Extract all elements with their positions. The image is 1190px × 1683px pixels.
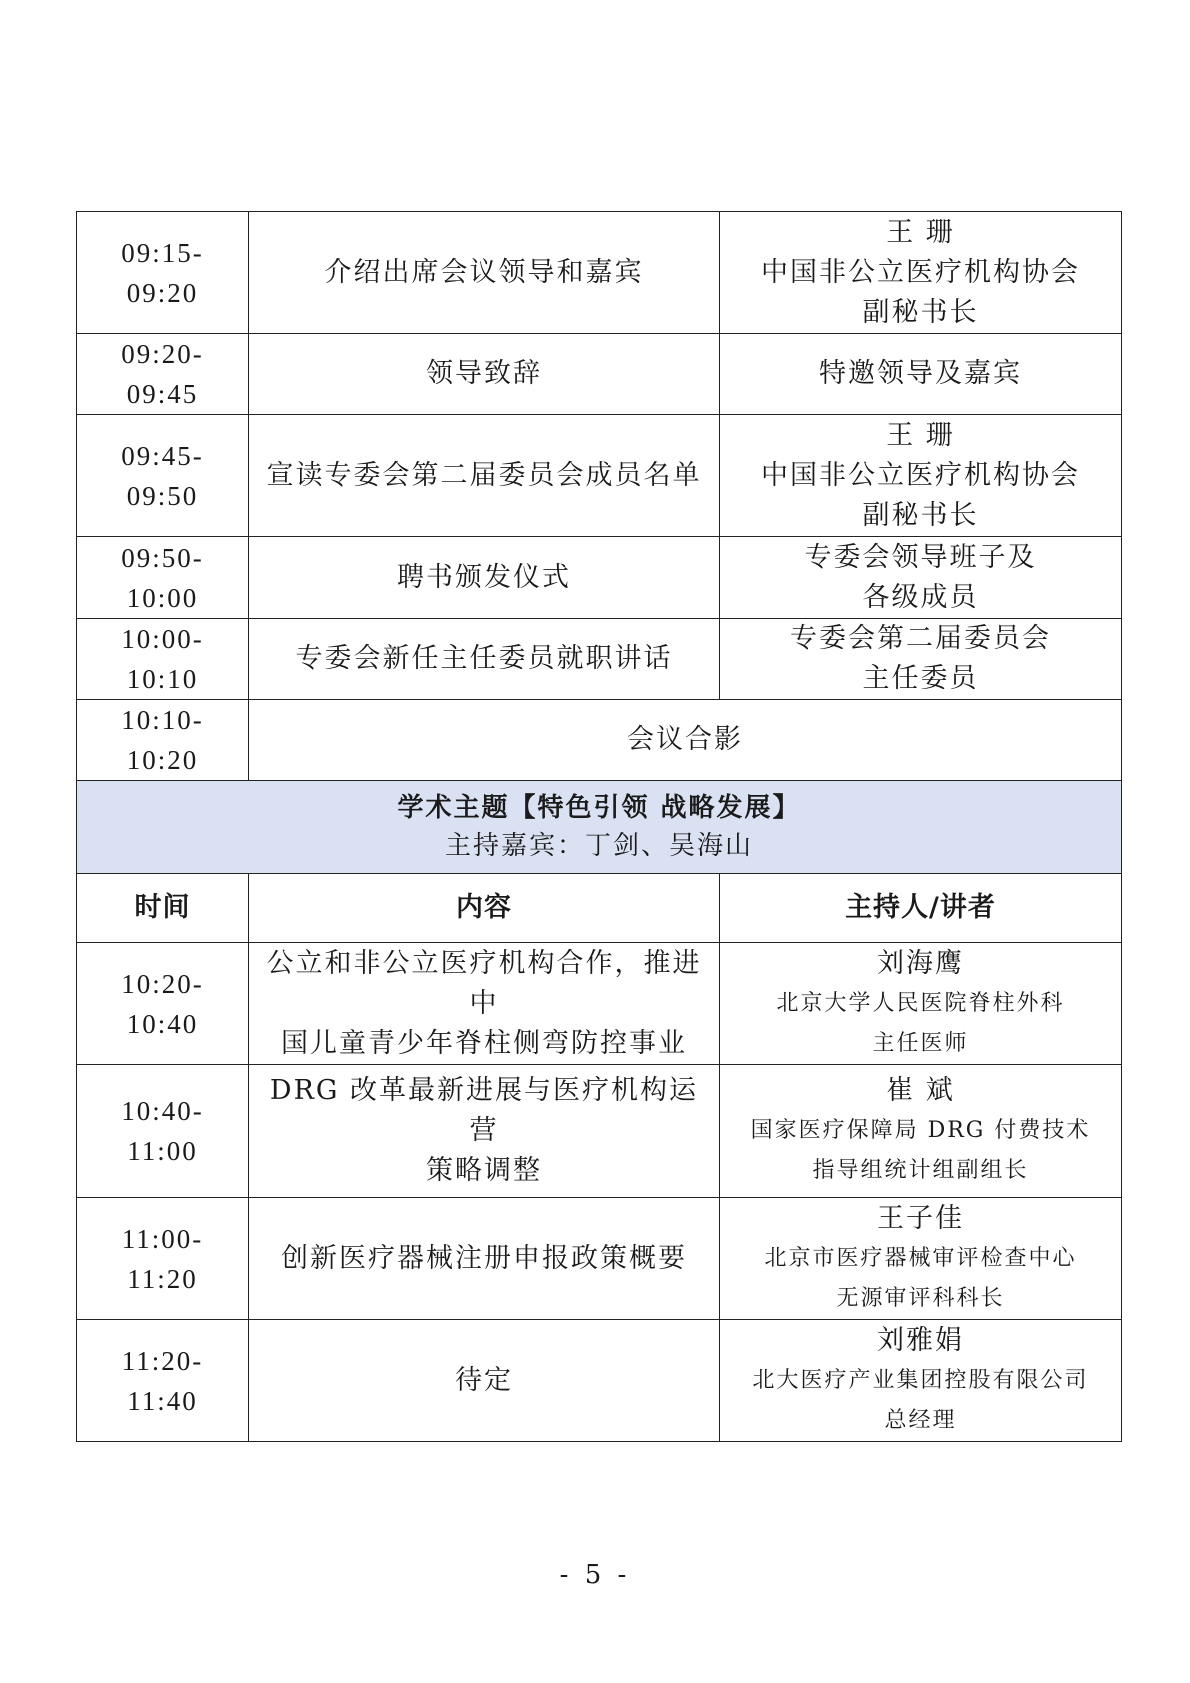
content-cell [249,943,720,1065]
speaker-org: 北京市医疗器械审评检查中心 [764,1245,1077,1271]
time-cell: 09:50-10:00 [77,537,249,619]
column-header-row [77,874,1122,943]
speaker-cell [720,537,1122,619]
speaker-cell [720,212,1122,334]
content-cell [249,1065,720,1198]
content-line: 国儿童青少年脊柱侧弯防控事业 [281,1027,687,1059]
speaker-line: 王 珊 [886,216,955,248]
speaker-line: 专委会第二届委员会 [790,623,1051,654]
column-header-speaker: 主持人/讲者 [720,874,1122,943]
table-row [77,619,1122,700]
section-host: 主持嘉宾：丁剑、吴海山 [444,831,753,861]
speaker-line: 各级成员 [862,581,979,613]
speaker-line: 副秘书长 [862,499,979,531]
table-row [77,415,1122,537]
agenda-table [76,211,1122,1442]
merged-content-cell: 会议合影 [249,700,1122,781]
speaker-cell [720,415,1122,537]
speaker-title: 无源审评科科长 [836,1285,1005,1311]
speaker-line: 特邀领导及嘉宾 [819,358,1022,389]
content-line: 领导致辞 [426,358,542,389]
content-cell [249,1198,720,1320]
time-cell: 09:45-09:50 [77,415,249,537]
speaker-line: 专委会领导班子及 [804,541,1037,573]
speaker-cell [720,619,1122,700]
table-row [77,700,1122,781]
table-row [77,212,1122,334]
speaker-name: 崔 斌 [886,1075,955,1106]
table-row [77,334,1122,415]
time-cell: 10:10-10:20 [77,700,249,781]
time-cell: 11:20-11:40 [77,1320,249,1442]
content-cell [249,1320,720,1442]
time-cell: 10:40-11:00 [77,1065,249,1198]
speaker-cell [720,1198,1122,1320]
content-cell [249,537,720,619]
speaker-title: 指导组统计组副组长 [812,1158,1029,1183]
time-cell: 10:00-10:10 [77,619,249,700]
speaker-title: 主任医师 [872,1030,969,1056]
speaker-line: 中国非公立医疗机构协会 [761,459,1080,491]
table-row [77,1320,1122,1442]
time-cell: 11:00-11:20 [77,1198,249,1320]
content-cell [249,415,720,537]
speaker-title: 总经理 [884,1407,957,1433]
table-row [77,943,1122,1065]
section-header-cell [77,781,1122,874]
content-line: DRG 改革最新进展与医疗机构运营 [269,1075,699,1146]
speaker-name: 王子佳 [877,1202,964,1234]
content-cell [249,334,720,415]
content-line: 创新医疗器械注册申报政策概要 [281,1242,687,1274]
time-cell: 09:20-09:45 [77,334,249,415]
speaker-org: 国家医疗保障局 DRG 付费技术 [750,1118,1091,1143]
section-title: 学术主题【特色引领 战略发展】 [397,793,801,823]
speaker-org: 北大医疗产业集团控股有限公司 [752,1367,1089,1393]
section-header-row [77,781,1122,874]
table-row [77,1198,1122,1320]
content-line: 专委会新任主任委员就职讲话 [295,643,673,674]
content-cell [249,619,720,700]
page-number: - 5 - [559,1560,631,1590]
speaker-cell [720,1065,1122,1198]
content-line: 聘书颁发仪式 [397,561,571,593]
content-line: 公立和非公立医疗机构合作，推进中 [266,947,702,1019]
content-cell [249,212,720,334]
speaker-cell [720,943,1122,1065]
table-row [77,1065,1122,1198]
column-header-time: 时间 [77,874,249,943]
speaker-cell [720,1320,1122,1442]
column-header-content: 内容 [249,874,720,943]
time-cell: 09:15-09:20 [77,212,249,334]
content-line: 介绍出席会议领导和嘉宾 [324,256,644,288]
content-line: 策略调整 [426,1155,542,1186]
speaker-name: 刘雅娟 [877,1324,964,1356]
content-line: 宣读专委会第二届委员会成员名单 [266,459,702,491]
speaker-line: 王 珊 [886,419,955,451]
speaker-line: 主任委员 [862,663,979,694]
speaker-org: 北京大学人民医院脊柱外科 [776,990,1065,1016]
speaker-cell [720,334,1122,415]
speaker-name: 刘海鹰 [877,947,964,979]
content-line: 待定 [455,1364,513,1396]
speaker-line: 中国非公立医疗机构协会 [761,256,1080,288]
table-row [77,537,1122,619]
speaker-line: 副秘书长 [862,296,979,328]
time-cell: 10:20-10:40 [77,943,249,1065]
